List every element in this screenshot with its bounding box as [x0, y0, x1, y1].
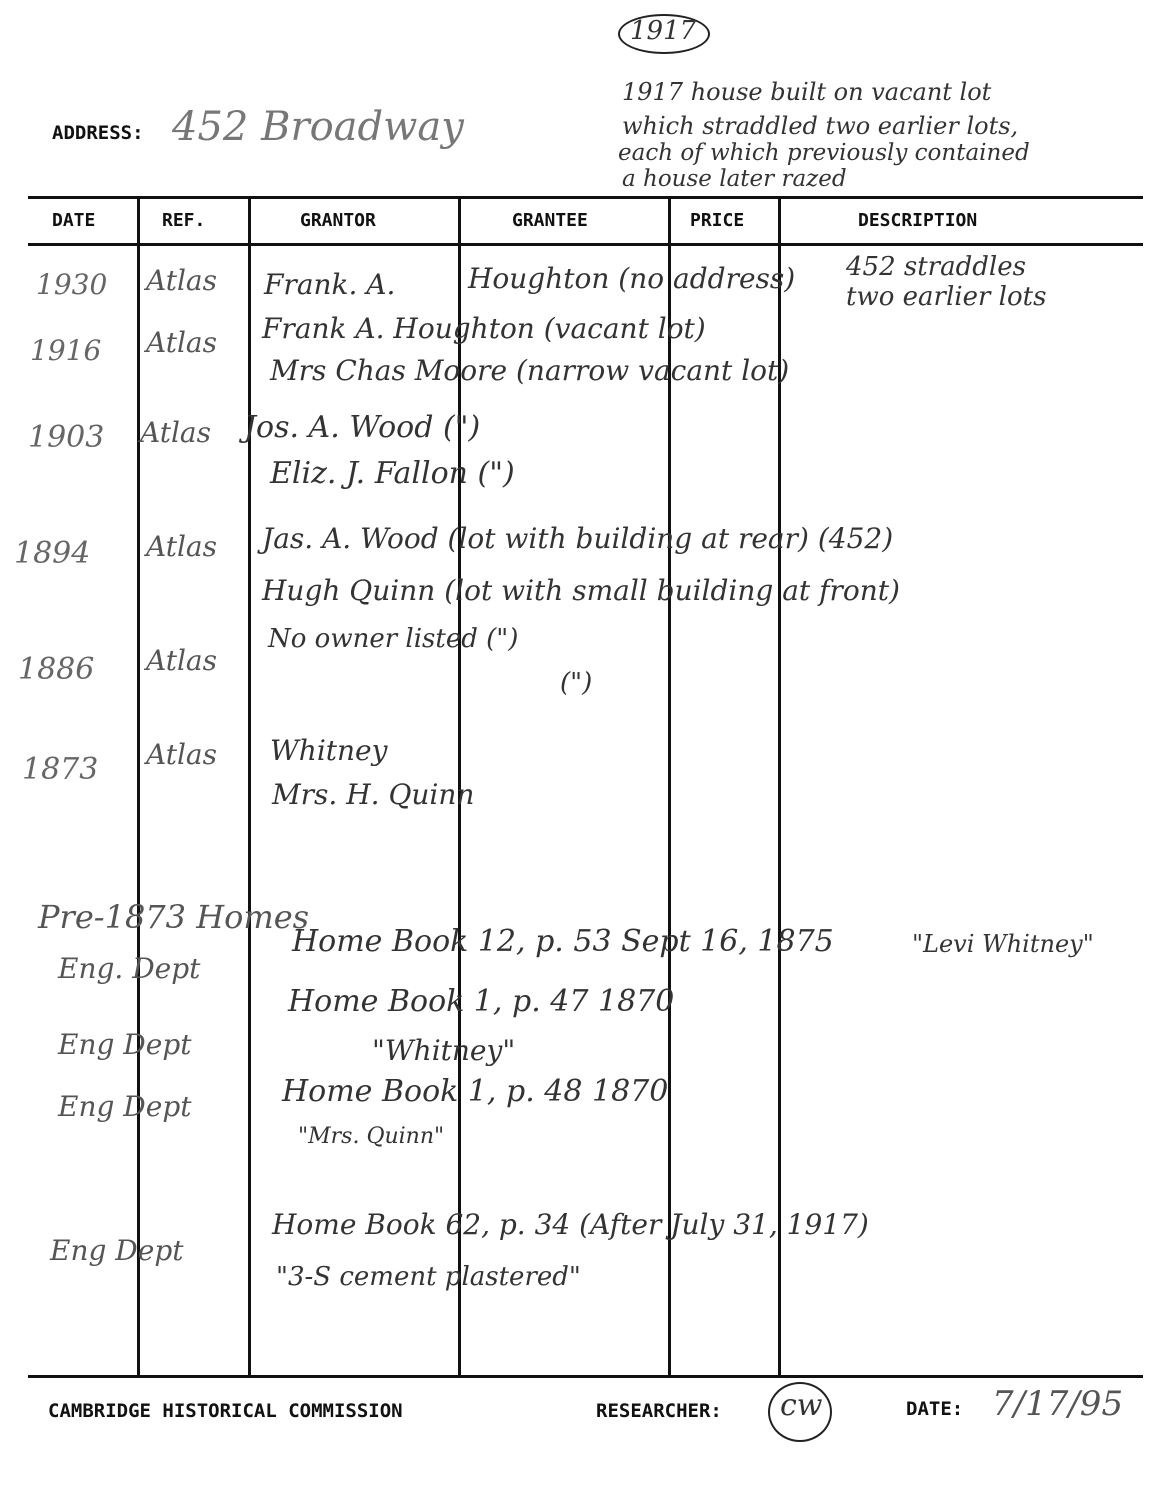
researcher-initials: cw: [780, 1388, 823, 1423]
entry-line: Eliz. J. Fallon ("): [270, 456, 515, 491]
home-book-text: Home Book 12, p. 53 Sept 16, 1875: [292, 924, 834, 959]
home-book-ref: Eng Dept: [50, 1234, 184, 1267]
home-book-text: Home Book 1, p. 48 1870: [282, 1074, 669, 1109]
table-bottom-rule: [28, 1375, 1143, 1378]
home-book-note: "Whitney": [372, 1034, 516, 1067]
entry-date: 1916: [30, 334, 102, 367]
home-book-text: Home Book 1, p. 47 1870: [288, 984, 675, 1019]
entry-line: Jas. A. Wood (lot with building at rear) (452): [262, 522, 894, 555]
home-book-ref: Eng. Dept: [58, 952, 201, 985]
column-header-price: PRICE: [690, 210, 745, 231]
footer-date-value: 7/17/95: [992, 1384, 1124, 1424]
entry-line: Mrs Chas Moore (narrow vacant lot): [270, 354, 790, 387]
entry-line: Hugh Quinn (lot with small building at front): [262, 574, 900, 607]
entry-line: Whitney: [270, 734, 388, 767]
entry-date: 1930: [36, 268, 108, 301]
entry-line: Frank A. Houghton (vacant lot): [262, 312, 706, 345]
entry-ref: Atlas: [146, 644, 217, 677]
entry-date: 1886: [18, 652, 95, 687]
entry-ref: Atlas: [146, 264, 217, 297]
footer-organization: CAMBRIDGE HISTORICAL COMMISSION: [48, 1400, 403, 1422]
header-bottom-rule: [28, 243, 1143, 246]
pre-homes-heading: Pre-1873 Homes: [38, 898, 310, 936]
home-book-note: "3-S cement plastered": [276, 1262, 581, 1292]
column-divider: [248, 197, 251, 1377]
address-label: ADDRESS:: [52, 122, 144, 144]
researcher-label: RESEARCHER:: [596, 1400, 722, 1422]
entry-line: Houghton (no address): [468, 262, 796, 295]
entry-ref: Atlas: [146, 326, 217, 359]
home-book-note: "Levi Whitney": [912, 930, 1094, 958]
header-note-line: 1917 house built on vacant lot: [622, 78, 992, 106]
entry-ref: Atlas: [146, 738, 217, 771]
address-value: 452 Broadway: [172, 104, 464, 150]
header-note-line: which straddled two earlier lots,: [622, 112, 1019, 140]
entry-description: 452 straddles: [846, 252, 1026, 282]
home-book-text: Home Book 62, p. 34 (After July 31, 1917): [272, 1208, 869, 1241]
column-header-date: DATE: [52, 210, 96, 231]
home-book-note: "Mrs. Quinn": [298, 1124, 445, 1149]
home-book-ref: Eng Dept: [58, 1090, 192, 1123]
entry-description: two earlier lots: [846, 282, 1047, 312]
entry-ref: Atlas: [146, 530, 217, 563]
entry-line: ("): [560, 668, 593, 698]
entry-line: Mrs. H. Quinn: [272, 778, 475, 811]
column-header-ref: REF.: [162, 210, 206, 231]
footer-date-label: DATE:: [906, 1398, 964, 1420]
entry-date: 1894: [14, 536, 91, 571]
column-header-description: DESCRIPTION: [858, 210, 978, 231]
column-header-grantor: GRANTOR: [300, 210, 376, 231]
year-stamp-text: 1917: [630, 16, 697, 46]
entry-line: Jos. A. Wood ("): [244, 410, 481, 445]
column-header-grantee: GRANTEE: [512, 210, 588, 231]
entry-date: 1873: [22, 752, 99, 787]
table-top-rule: [28, 196, 1143, 199]
entry-line: Frank. A.: [264, 268, 396, 301]
entry-date: 1903: [28, 420, 105, 455]
entry-ref: Atlas: [140, 416, 211, 449]
header-note-line: a house later razed: [622, 166, 847, 192]
home-book-ref: Eng Dept: [58, 1028, 192, 1061]
entry-line: No owner listed ("): [268, 624, 519, 654]
header-note-line: each of which previously contained: [618, 140, 1030, 166]
column-divider: [137, 197, 140, 1377]
